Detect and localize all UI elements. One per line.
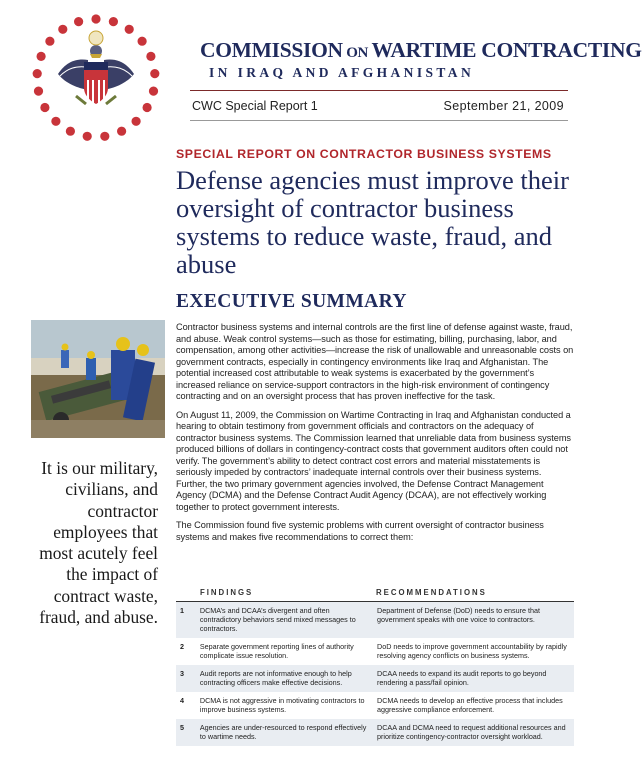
recommendation-text: Department of Defense (DoD) needs to ensure that government speaks with one voice to contractors. (377, 606, 541, 624)
row-number: 2 (180, 642, 184, 651)
seal-star-dot (100, 132, 109, 141)
commission-seal-logo (30, 12, 162, 144)
summary-paragraph-1: Contractor business systems and internal controls are the first line of defense against waste, fraud, and abuse. Weak control systems—such as those for estimating, billing, purchasing, labor, and compensation, among other activities—increase the risk of unallowable and unreasonable costs on government contracts, especially in contingency environments like Iraq and Afghanistan. The potential increased cost attributable to weak systems is exacerbated by the government’s increased reliance on service-support contractors in the high-risk environment of contingency contracting and on an oversight process that has proven ineffective for the task. (176, 322, 574, 401)
org-name-part1: COMMISSION (200, 38, 343, 62)
seal-star-dot (83, 132, 92, 141)
summary-paragraph-2: On August 11, 2009, the Commission on Wartime Contracting in Iraq and Afghanistan conducted a hearing to obtain testimony from government officials and contractors on the adequacy of contractor business systems. The Commission learned that unreliable data from business systems produced billions of dollars in contingency-contract costs that government auditors often could not verify. The government’s ability to detect contract cost errors and material misstatements is seriously impeded by contractors’ inadequate internal controls over their business systems. Further, the two primary government agencies involved, the Defense Contract Management Agency (DCMA) and the Defense Contract Audit Agency (DCAA), are not effectively working together to protect government interests. (176, 409, 571, 512)
summary-paragraph-3: The Commission found five systemic problems with current oversight of contractor business systems and makes five recommendations to correct them: (176, 520, 544, 542)
seal-star-dot (51, 117, 60, 126)
seal-star-dot (33, 69, 42, 78)
finding-text: DCMA’s and DCAA’s divergent and often contradictory behaviors send mixed messages to contractors. (199, 606, 356, 633)
org-name-part2: WARTIME CONTRACTING (371, 38, 642, 62)
seal-star-dot (132, 117, 141, 126)
recommendation-text: DCAA needs to expand its audit reports to go beyond rendering a pass/fail opinion. (377, 669, 547, 687)
report-label: CWC Special Report 1 (192, 99, 318, 113)
seal-star-dot (45, 37, 54, 46)
executive-summary-body (176, 322, 574, 550)
header-rule-top (190, 90, 568, 91)
recommendation-text: DCMA needs to develop an effective process that includes aggressive compliance enforcement. (377, 696, 563, 714)
recommendation-text: DoD needs to improve government accountability by rapidly resolving agency conflicts on business systems. (377, 642, 567, 660)
finding-text: Separate government reporting lines of authority complicate issue resolution. (199, 642, 354, 660)
table-row (176, 602, 574, 638)
seal-star-dot (138, 37, 147, 46)
finding-text: DCMA is not aggressive in motivating contractors to improve business systems. (199, 696, 365, 714)
seal-star-dot (125, 25, 134, 34)
table-row (176, 719, 574, 746)
table-row (176, 692, 574, 719)
recommendation-text: DCAA and DCMA need to request additional resources and prioritize contingency-contractor oversight workload. (377, 723, 566, 741)
seal-star-dot (66, 127, 75, 136)
seal-star-dot (58, 25, 67, 34)
seal-star-dot (143, 103, 152, 112)
seal-star-dot (74, 17, 83, 26)
seal-star-dot (150, 69, 159, 78)
organization-name (200, 38, 642, 63)
table-row (176, 638, 574, 665)
finding-text: Agencies are under-resourced to respond effectively to wartime needs. (199, 723, 367, 741)
section-title: EXECUTIVE SUMMARY (176, 291, 407, 312)
org-name-on: ON (346, 45, 369, 61)
table-row (176, 665, 574, 692)
seal-star-dot (146, 52, 155, 61)
seal-star-dot (37, 52, 46, 61)
seal-star-dot (109, 17, 118, 26)
seal-star-dot (40, 103, 49, 112)
seal-star-dot (117, 127, 126, 136)
seal-star-dot (91, 14, 100, 23)
headline: Defense agencies must improve their oversight of contractor business systems to reduce waste, fraud, and abuse (176, 165, 569, 279)
workers-photo (31, 320, 165, 438)
report-date: September 21, 2009 (443, 99, 564, 113)
seal-star-dot (34, 87, 43, 96)
row-number: 5 (180, 723, 184, 732)
row-number: 4 (180, 696, 184, 705)
row-number: 3 (180, 669, 184, 678)
row-number: 1 (180, 606, 184, 615)
table-header (176, 584, 574, 602)
recommendations-header: RECOMMENDATIONS (376, 588, 487, 597)
organization-subtitle: IN IRAQ AND AFGHANISTAN (209, 65, 475, 80)
report-kicker: SPECIAL REPORT ON CONTRACTOR BUSINESS SYSTEMS (176, 147, 552, 161)
pull-quote: It is our military, civilians, and contractor employees that most acutely feel the impact of contract waste, fraud, and abuse. (39, 458, 158, 628)
seal-star-dot (149, 87, 158, 96)
header-rule-bottom (190, 120, 568, 121)
finding-text: Audit reports are not informative enough to help contracting officers make effective decisions. (199, 669, 352, 687)
findings-table (176, 584, 574, 746)
findings-header: FINDINGS (200, 588, 254, 597)
